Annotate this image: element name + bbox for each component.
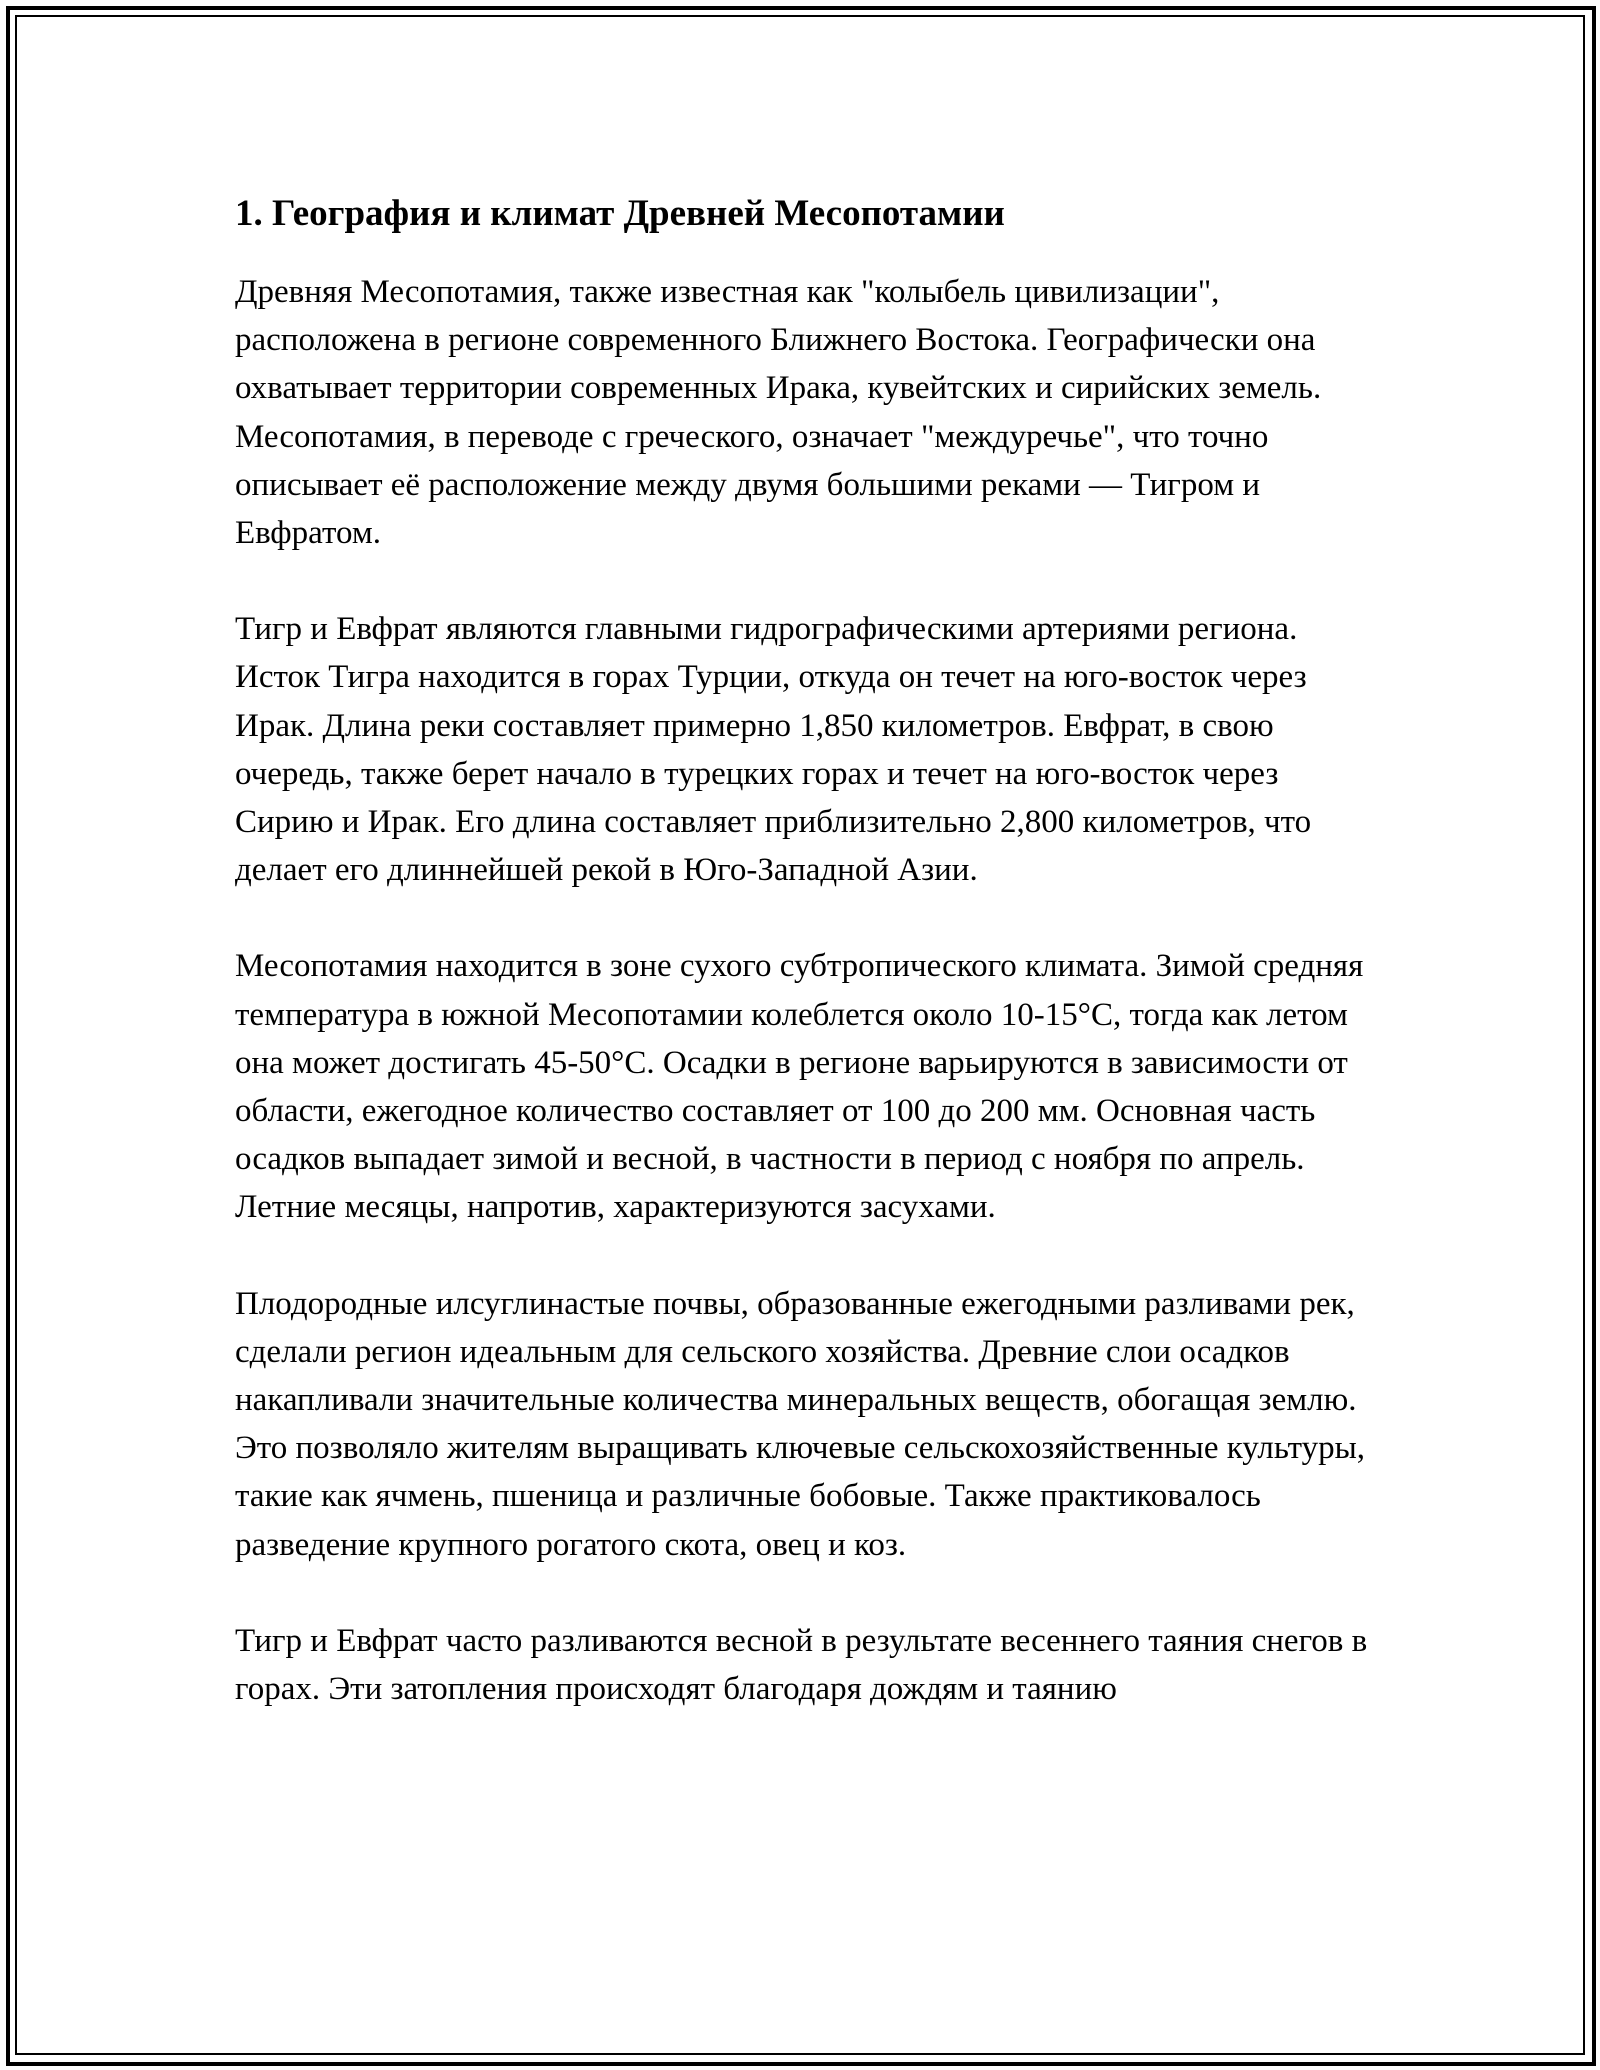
document-body <box>235 188 1385 1761</box>
paragraph-climate: Месопотамия находится в зоне сухого субтропического климата. Зимой средняя температура в южной Месопотамии колеблется около 10-15°C, тогда как летом она может достигать 45-50°C. Осадки в регионе варьируются в зависимости от области, ежегодное количество составляет от 100 до 200 мм. Основная часть осадков выпадает зимой и весной, в частности в период с ноября по апрель. Летние месяцы, напротив, характеризуются засухами. <box>235 948 1364 1226</box>
page-title: 1. География и климат Древней Месопотамии <box>235 193 1005 234</box>
paragraph-soil-agriculture: Плодородные илсуглинастые почвы, образованные ежегодными разливами рек, сделали регион идеальным для сельского хозяйства. Древние слои осадков накапливали значительные количества минеральных веществ, обогащая землю. Это позволяло жителям выращивать ключевые сельскохозяйственные культуры, такие как ячмень, пшеница и различные бобовые. Также практиковалось разведение крупного рогатого скота, овец и коз. <box>235 1285 1366 1563</box>
paragraph-flooding: Тигр и Евфрат часто разливаются весной в результате весеннего таяния снегов в горах. Эти затопления происходят благодаря дождям и таянию <box>235 1622 1368 1708</box>
paragraph-geography: Древняя Месопотамия, также известная как "колыбель цивилизации", расположена в регионе современного Ближнего Востока. Географически она охватывает территории современных Ирака, кувейтских и сирийских земель. Месопотамия, в переводе с греческого, означает "междуречье", что точно описывает её расположение между двумя большими реками — Тигром и Евфратом. <box>235 274 1322 552</box>
paragraph-rivers: Тигр и Евфрат являются главными гидрографическими артериями региона. Исток Тигра находится в горах Турции, откуда он течет на юго-восток через Ирак. Длина реки составляет примерно 1,850 километров. Евфрат, в свою очередь, также берет начало в турецких горах и течет на юго-восток через Сирию и Ирак. Его длина составляет приблизительно 2,800 километров, что делает его длиннейшей рекой в Юго-Западной Азии. <box>235 611 1312 889</box>
